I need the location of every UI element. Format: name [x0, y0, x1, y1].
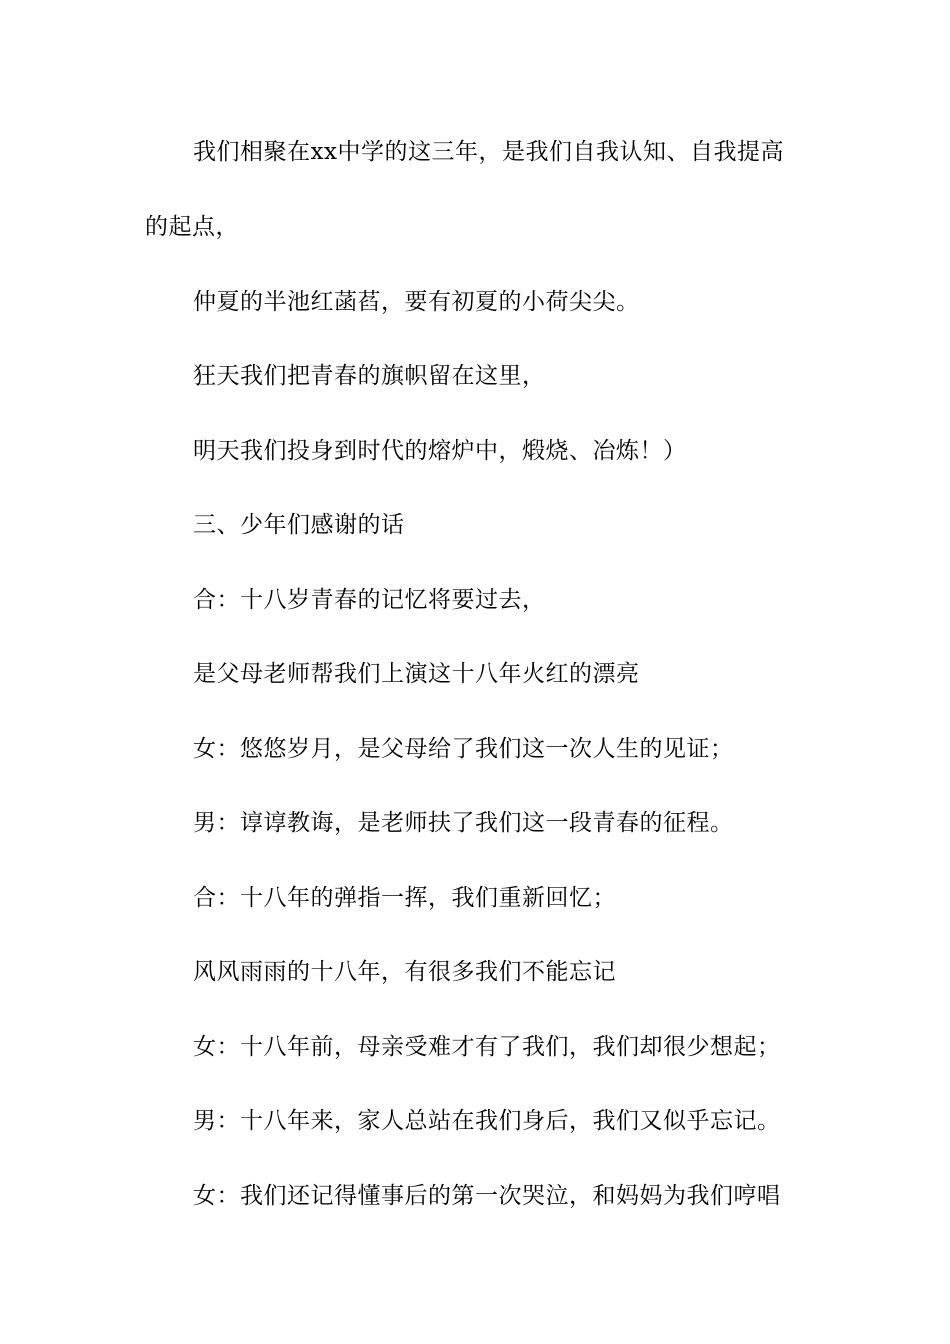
section-heading: 三、少年们感谢的话 [193, 512, 405, 538]
text-line-12: 风风雨雨的十八年，有很多我们不能忘记 [193, 959, 616, 985]
text-line-5: 明天我们投身到时代的熔炉中，煅烧、冶炼！） [193, 438, 687, 464]
text-line-14: 男：十八年来，家人总站在我们身后，我们又似乎忘记。 [193, 1108, 781, 1134]
text-line-15: 女：我们还记得懂事后的第一次哭泣，和妈妈为我们哼唱 [193, 1183, 781, 1209]
text-line-3: 仲夏的半池红菡萏，要有初夏的小荷尖尖。 [193, 289, 640, 315]
text-line-13: 女：十八年前，母亲受难才有了我们，我们却很少想起； [193, 1034, 781, 1060]
text-line-1: 我们相聚在xx中学的这三年，是我们自我认知、自我提高 [193, 139, 784, 165]
text-line-7: 合：十八岁青春的记忆将要过去， [193, 587, 546, 613]
text-line-10: 男：谆谆教诲，是老师扶了我们这一段青春的征程。 [193, 810, 734, 836]
text-line-8: 是父母老师帮我们上演这十八年火红的漂亮 [193, 661, 640, 687]
text-line-11: 合：十八年的弹指一挥，我们重新回忆； [193, 885, 616, 911]
text-line-2: 的起点， [145, 214, 239, 240]
text-line-4: 狂天我们把青春的旗帜留在这里， [193, 363, 546, 389]
text-line-9: 女：悠悠岁月，是父母给了我们这一次人生的见证； [193, 736, 734, 762]
